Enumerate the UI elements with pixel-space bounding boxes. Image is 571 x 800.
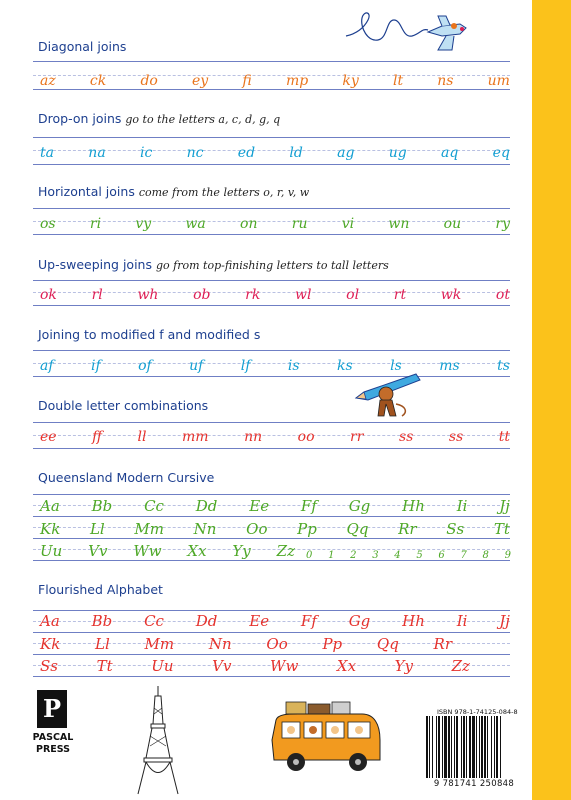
barcode-bar [484, 716, 486, 778]
barcode-bar [426, 716, 428, 778]
guide-line [33, 234, 510, 235]
guide-line [33, 632, 510, 633]
plane-icon [342, 6, 470, 64]
alphabet-row: Aa Bb Cc Dd Ee Ff Gg Hh Ii Jj [40, 612, 510, 630]
barcode-bar [444, 716, 447, 778]
barcode-bar [472, 716, 475, 778]
guide-line [33, 516, 510, 517]
joins-row: ta na ic nc ed ld ag ug aq eq [40, 145, 510, 161]
eiffel-tower-icon [136, 684, 180, 798]
barcode-bar [491, 716, 492, 778]
barcode-bar [481, 716, 483, 778]
guide-line [33, 89, 510, 90]
barcode-bar [466, 716, 467, 778]
alphabet-row: Kk Ll Mm Nn Oo Pp Qq Rr [40, 635, 452, 653]
barcode-bar [469, 716, 471, 778]
guide-line [33, 448, 510, 449]
guide-line [33, 610, 510, 611]
barcode-bar [436, 716, 437, 778]
guide-line [33, 676, 510, 677]
section-title: Flourished Alphabet [38, 582, 163, 597]
barcode-bar [479, 716, 480, 778]
guide-line [33, 654, 510, 655]
barcode-bar [461, 716, 462, 778]
guide-line [33, 280, 510, 281]
barcode-bar [432, 716, 433, 778]
barcode-bar [494, 716, 495, 778]
barcode [425, 716, 523, 778]
section-title: Diagonal joins [38, 39, 127, 54]
joins-row: ok rl wh ob rk wl ol rt wk ot [40, 287, 510, 303]
yellow-spine-band [532, 0, 571, 800]
barcode-bar [448, 716, 450, 778]
section-title: Horizontal joins come from the letters o, r, v, w [38, 184, 310, 199]
barcode-bar [463, 716, 465, 778]
barcode-bar [456, 716, 458, 778]
barcode-bar [451, 716, 452, 778]
barcode-bar [429, 716, 430, 778]
barcode-bar [500, 716, 501, 778]
guide-line [33, 538, 510, 539]
joins-row: af if of uf lf is ks ls ms ts [40, 358, 510, 374]
guide-line [33, 350, 510, 351]
guide-line [33, 494, 510, 495]
isbn-label: ISBN 978-1-74125-084-8 [437, 708, 518, 716]
barcode-bar [454, 716, 455, 778]
barcode-bar [476, 716, 477, 778]
barcode-bar [487, 716, 488, 778]
guide-line [33, 164, 510, 165]
section-title: Up-sweeping joins go from top-finishing letters to tall letters [38, 257, 389, 272]
joins-row: os ri vy wa on ru vi wn ou ry [40, 216, 510, 232]
alphabet-row: Kk Ll Mm Nn Oo Pp Qq Rr Ss Tt [40, 520, 510, 538]
alphabet-row: Ss Tt Uu Vv Ww Xx Yy Zz [40, 657, 470, 675]
section-title: Drop-on joins go to the letters a, c, d, g, q [38, 111, 281, 126]
publisher-name: PASCAL [32, 732, 74, 743]
alphabet-row: Aa Bb Cc Dd Ee Ff Gg Hh Ii Jj [40, 497, 510, 515]
boy-pencil-icon [352, 372, 422, 420]
guide-line [33, 137, 510, 138]
numerals-row: 0 1 2 3 4 5 6 7 8 9 [306, 550, 511, 561]
barcode-bar [442, 716, 443, 778]
joins-row: az ck do ey fi mp ky lt ns um [40, 73, 510, 89]
publisher-logo: P [37, 690, 67, 728]
isbn-digits: 9 781741 250848 [433, 779, 515, 789]
section-title: Queensland Modern Cursive [38, 470, 215, 485]
publisher-name: PRESS [35, 744, 71, 755]
guide-line [33, 422, 510, 423]
barcode-bar [438, 716, 440, 778]
joins-row: ee ff ll mm nn oo rr ss ss tt [40, 429, 510, 445]
section-title: Joining to modified f and modified s [38, 327, 261, 342]
bus-icon [268, 700, 384, 782]
guide-line [33, 305, 510, 306]
section-title: Double letter combinations [38, 398, 209, 413]
guide-line [33, 376, 510, 377]
guide-line [33, 208, 510, 209]
barcode-bar [496, 716, 498, 778]
alphabet-row: Uu Vv Ww Xx Yy Zz [40, 542, 295, 560]
